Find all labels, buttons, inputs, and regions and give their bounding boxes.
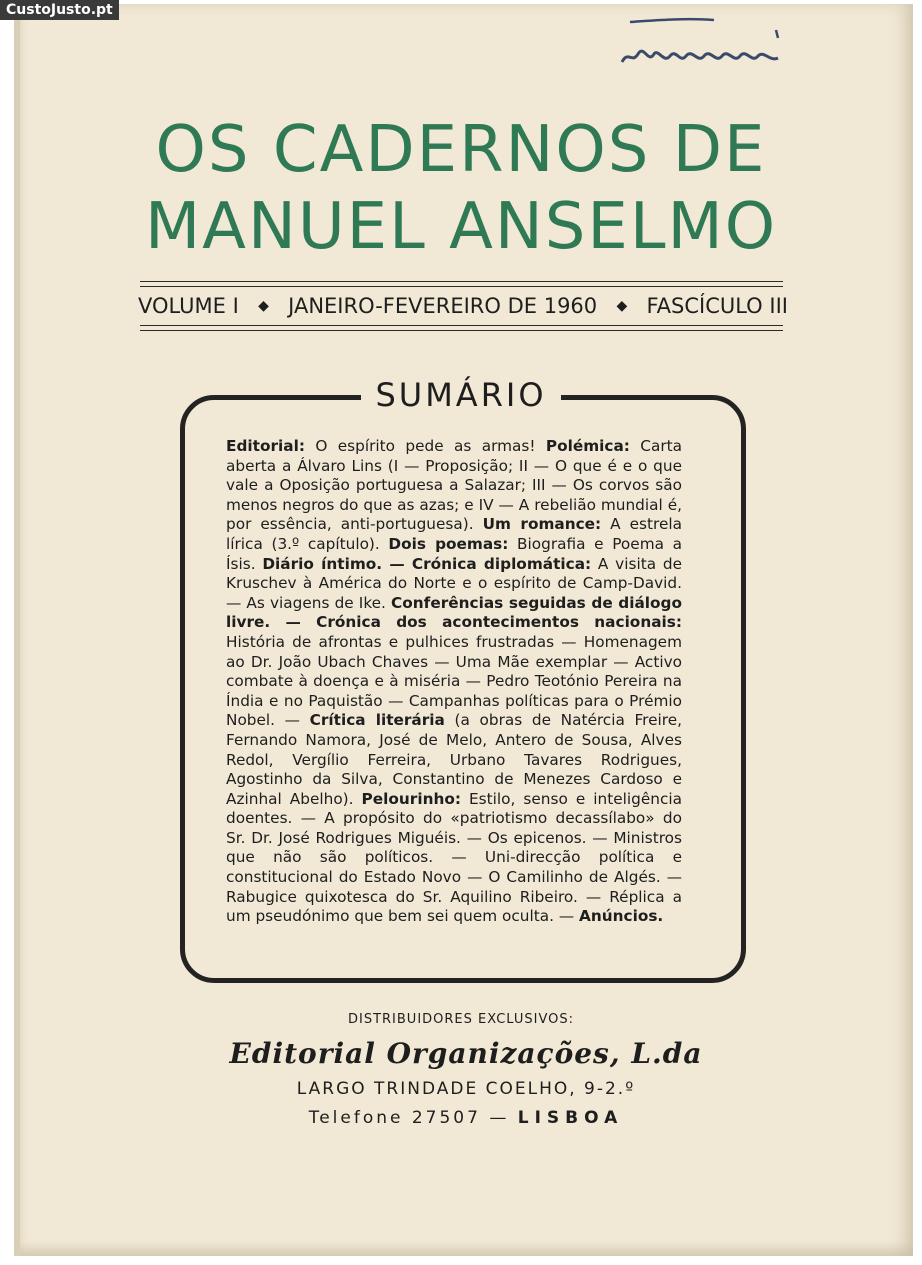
diamond-separator-icon: ◆ [616, 298, 628, 314]
summary-text-run: Biografia e Poema a Ísis. [226, 534, 682, 573]
summary-section-heading: Polémica: [545, 437, 630, 455]
diamond-separator-icon: ◆ [258, 298, 269, 314]
summary-text-run: O espírito pede as armas! [304, 437, 546, 455]
publisher-city: LISBOA [517, 1108, 624, 1128]
summary-section-heading: Diário íntimo. — Crónica diplomática: [262, 554, 592, 573]
summary-contents [226, 437, 682, 927]
summary-section-heading: Editorial: [226, 437, 305, 455]
distributors-label: DISTRIBUIDORES EXCLUSIVOS: [347, 1012, 575, 1027]
publisher-phone: Telefone 27507 — [308, 1108, 510, 1128]
summary-section-heading: Conferências seguidas de diálogo livre. — Crónica dos acontecimentos nacionais: [226, 593, 683, 632]
issue-line [138, 294, 788, 318]
summary-text-run: A visita de Kruschev à América do Norte e o espírito de Camp-David. — As viagens de Ike. [226, 554, 682, 612]
summary-text-run: História de afrontas e pulhices frustradas — Homenagem ao Dr. João Ubach Chaves — Uma Mãe exemplar — Activo combate à doença e à miséria — Pedro Teotónio Pereira na Índia e no Paquistão — Campanhas políticas para o Prémio Nobel. — [226, 632, 682, 730]
volume-label: VOLUME I [138, 294, 239, 318]
summary-heading: SUMÁRIO [361, 376, 560, 414]
summary-section-heading: Dois poemas: [388, 534, 509, 553]
handwritten-signature [618, 14, 788, 74]
summary-text-run: Carta aberta a Álvaro Lins (I — Proposição; II — O que é e o que vale a Oposição portuguesa a Salazar; III — Os corvos são menos negros do que as azas; e IV — A rebelião mundial é, por essência, anti-portuguesa). [226, 437, 683, 534]
publisher-name: Editorial Organizações, L.da [229, 1037, 703, 1070]
cover-title-line-2: MANUEL ANSELMO [144, 190, 778, 264]
fascicle-label: FASCÍCULO III [646, 294, 788, 318]
cover-title-line-1: OS CADERNOS DE [155, 113, 767, 187]
divider-rule [140, 286, 783, 287]
summary-section-heading: Anúncios. [579, 907, 664, 926]
publisher-address: LARGO TRINDADE COELHO, 9-2.º [296, 1079, 636, 1099]
site-watermark: CustoJusto.pt [0, 0, 119, 20]
divider-rule [140, 281, 783, 282]
summary-section-heading: Crítica literária [309, 711, 445, 730]
summary-text-run: Estilo, senso e inteligência doentes. — A propósito do «patriotismo decassílabo» do Sr. Dr. José Rodrigues Miguéis. — Os epicenos. — Ministros que não são políticos. — Uni-direcção política e constitucional do Estado Novo — O Camilinho de Algés. — Rabugice quixotesca do Sr. Aquilino Ribeiro. — Réplica a um pseudónimo que bem sei quem oculta. — [226, 789, 682, 926]
publisher-phone-line [0, 1108, 922, 1128]
summary-text-run: (a obras de Natércia Freire, Fernando Namora, José de Melo, Antero de Sousa, Alves Redol, Vergílio Ferreira, Urbano Tavares Rodrigues, Agostinho da Silva, Constantino de Menezes Cardoso e Azinhal Abelho). [226, 711, 683, 808]
summary-heading-wrap [0, 376, 922, 414]
divider-rule [140, 330, 783, 331]
issue-date: JANEIRO-FEVEREIRO DE 1960 [288, 294, 598, 318]
divider-rule [140, 325, 783, 326]
summary-text-run: A estrela lírica (3.º capítulo). [226, 515, 682, 553]
summary-section-heading: Um romance: [482, 515, 602, 534]
summary-section-heading: Pelourinho: [361, 789, 461, 808]
